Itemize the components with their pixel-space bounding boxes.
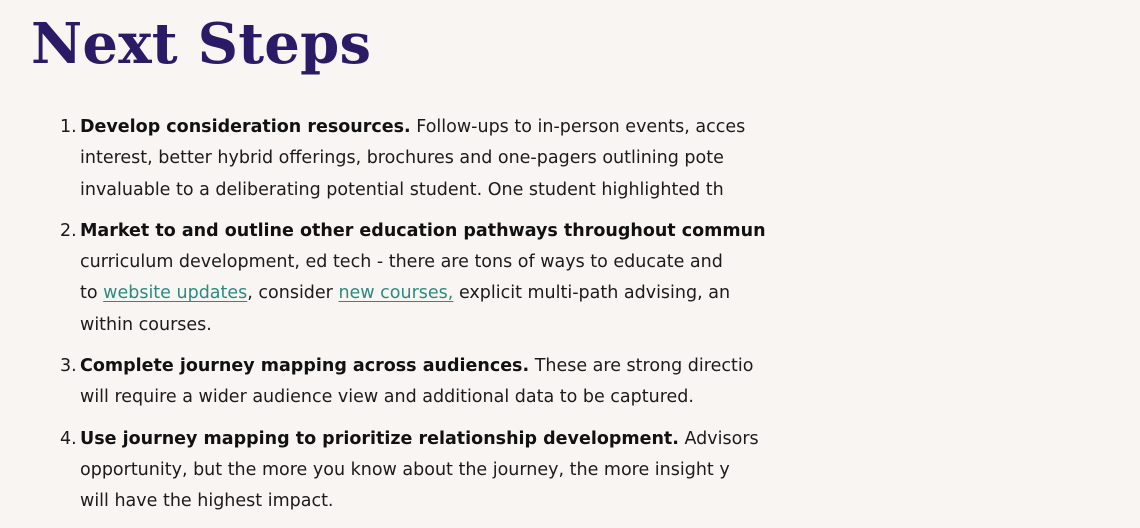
step-heading: Market to and outline other education pathways throughout commun (80, 220, 766, 241)
step-heading: Develop consideration resources. (80, 117, 411, 137)
step-line (80, 278, 1140, 309)
step-text: to (80, 283, 104, 304)
step-number: 1. (60, 117, 77, 137)
step-heading: Use journey mapping to prioritize relationship development. (80, 428, 679, 449)
step-text: interest, better hybrid offerings, brochures and one-pagers outlining pote (80, 148, 724, 169)
step-text: These are strong directio (529, 356, 754, 377)
list-item (40, 216, 1140, 341)
step-text: within courses. (80, 314, 212, 335)
step-text: invaluable to a deliberating potential student. One student highlighted th (80, 179, 724, 200)
step-text: , consider (247, 283, 339, 304)
step-heading: Complete journey mapping across audiences. (80, 356, 530, 377)
list-item (40, 112, 1140, 206)
next-steps-list (40, 112, 1140, 528)
step-number: 3. (60, 356, 77, 377)
step-text: explicit multi-path advising, an (453, 283, 731, 304)
new-courses-link[interactable]: new courses, (338, 283, 454, 304)
step-text: curriculum development, ed tech - there are tons of ways to educate and (80, 252, 723, 273)
step-text: will have the highest impact. (80, 491, 334, 512)
step-line (80, 112, 1140, 143)
step-text: Follow-ups to in-person events, acces (410, 117, 746, 137)
page-title: Next Steps (31, 11, 372, 77)
website-updates-link[interactable]: website updates (103, 283, 248, 304)
step-line (80, 351, 1140, 382)
list-item (40, 351, 1140, 414)
step-text: will require a wider audience view and additional data to be captured. (80, 387, 694, 408)
list-item (40, 424, 1140, 518)
step-text: opportunity, but the more you know about the journey, the more insight y (80, 459, 730, 480)
step-line (80, 216, 1140, 247)
step-line (80, 424, 1140, 455)
step-text: Advisors (678, 428, 759, 449)
step-number: 4. (60, 428, 77, 449)
step-number: 2. (60, 220, 77, 241)
